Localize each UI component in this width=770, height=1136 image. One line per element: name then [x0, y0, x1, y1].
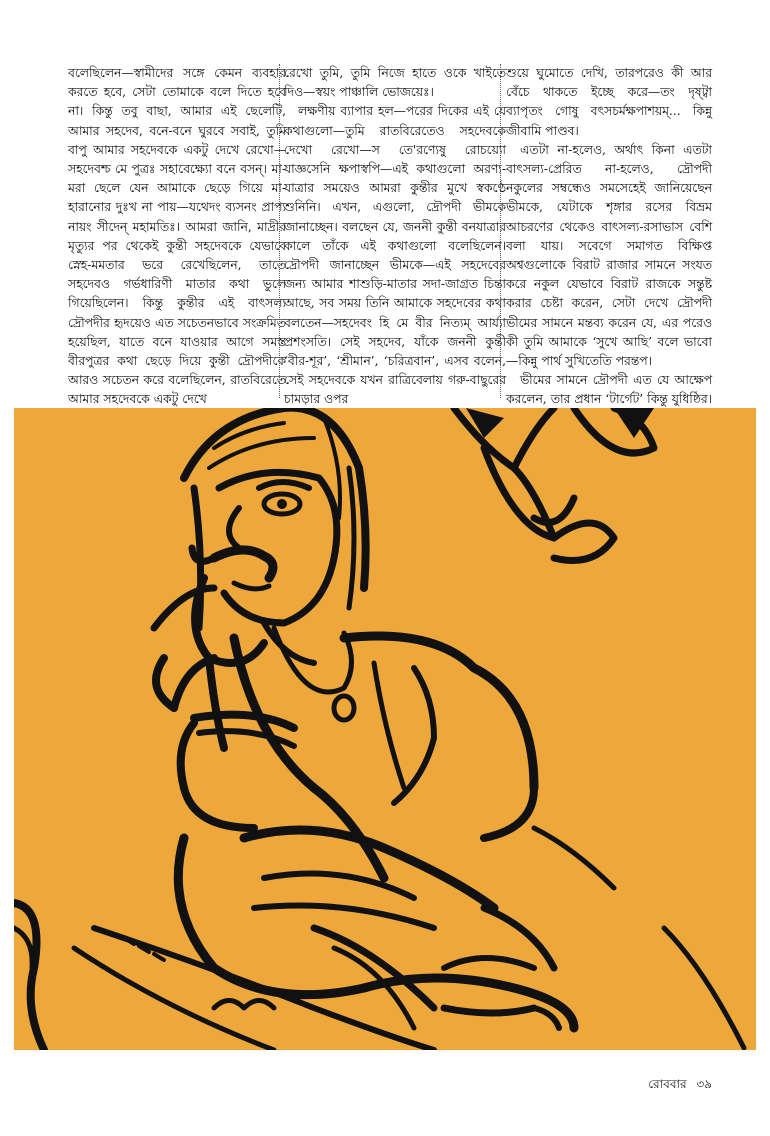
seated-man-illustration: [14, 408, 756, 1050]
column-1-paragraph-1: বলেছিলেন—স্বামীদের সঙ্গে কেমন ব্যবহার করতে হবে, সেটা তোমাকে বলে দিতে হবে না। কিন্তু তবু বাছা, আমার এই ছেলেটি, আমার সহদেব, বনে-বনে ঘুরবে সবাই, তুমি বাপু আমার সহদেবকে একটু দেখে রেখো—সহদেবশ্চ মে পুত্রঃ সহাবেক্ষ্যো বনে বসন্। মা-মরা ছেলে যেন আমাকে ছেড়ে গিয়ে মা-হারানোর দুঃখ না পায়—যথেদং ব্যসনং প্রাপ্য নায়ং সীদেন্ মহামতিঃ। আমরা জানি, মাদ্রীর মৃত্যুর পর থেকেই কুন্তী সহদেবকে যেভাবে স্নেহ-মমতার ভরে রেখেছিলেন, তাতে সহদেবও গর্ভধারিণী মাতার কথা ভুলে গিয়েছিলেন। কিন্তু কুন্তীর এই বাৎসল্য দ্রৌপদীর হৃদয়েও এত সচেতনভাবে সংক্রমিত হয়েছিল, যাতে বনে যাওয়ার আগে সমস্ত বীরপুত্রর কথা ছেড়ে দিয়ে কুন্তী দ্রৌপদীকে আরও সচেতন করে বলেছিলেন, রাতবিরেতে আমার সহদেবকে একটু দেখে: [68, 66, 286, 407]
column-3-paragraph-1: শুয়ে ঘুমোতে দেখি, তারপরেও কী আর বেঁচে থাকতে ইচ্ছে করে—তং দৃষ্ট্বা ব্যাপৃতং গোষু বৎসচর্মক্ষপাশয়ম্... কিন্নু জীবামি পাণ্ডব।: [506, 66, 712, 138]
text-column-2: [284, 64, 506, 410]
column-2-paragraph-2: লক্ষণীয় ব্যাপার হল—পরের দিকের এই যে কথাগুলো—তুমি রাতবিরেতেও সহদেবকে দেখো রেখো—স তে'রণ্যেষু রোচয়্যো যাজ্ঞসেনি ক্ষপাস্বপি—এই কথাগুলো অরণ্য-যাত্রার সময়েও আমরা কুন্তীর মুখে স্বকণ্ঠে শুনিনি। এখন, এগুলো, দ্রৌপদী ভীমকে জানাচ্ছেন। বলছেন যে, জননী কুন্তী বনযাত্রার কালে তাঁকে এই কথাগুলো বলেছিলেন। দ্রৌপদী জানাচ্ছেন ভীমকে—এই সহদেবের জন্য আমার শাশুড়ি-মাতার সদা-জাগ্রত চিন্তা আছে, সব সময় তিনি আমাকে সহদেবের কথা বলতেন—সহদেবং হি মে বীর নিত্যম্ আর্য্যা প্রশংসতি। সেই সহদেব, যাঁকে জননী কুন্তী ‘বীর-শূর’, ‘শ্রীমান’, ‘চরিত্রবান’, এসব বলেন, সেই সহদেবকে যখন রাত্রিবেলায় গরু-বাছুরের চামড়ার ওপর: [284, 104, 506, 407]
text-column-3: [506, 64, 712, 429]
column-3-paragraph-2: এতটা না-হলেও, অর্থাৎ কিনা এতটা বাৎসল্য-প্রেরিত না-হলেও, দ্রৌপদী নকুলের সম্বন্ধেও সমসেহেই জানিয়েছেন ভীমকে, যেটাকে শৃঙ্গার রসের বিভ্রম আচরণের থেকেও বাৎসল্য-রসাভাস বেশি বলা যায়। সবেগে সমাগত বিক্ষিপ্ত অশ্বগুলোকে বিরাট রাজার সামনে সংযত করে নকুল যেভাবে বিরাট রাজকে সন্তুষ্ট করার চেষ্টা করেন, সেটা দেখে দ্রৌপদী ভীমের সামনে মন্তব্য করেন যে, এর পরেও কী তুমি আমাকে ‘সুখে আছি’ বলে ভাবো—কিন্নু পার্থ সুখিতেতি পরন্তপ।: [506, 142, 712, 369]
page-number: ৩৯: [696, 1077, 712, 1091]
column-divider-2: [500, 64, 501, 398]
column-3-paragraph-3: ভীমের সামনে দ্রৌপদী এত যে আক্ষেপ করলেন, তার প্রধান ‘টার্গেট’ কিন্তু যুধিষ্ঠির।: [506, 373, 712, 407]
text-column-1: [68, 64, 286, 410]
column-divider-1: [279, 64, 280, 398]
column-2-paragraph-1: রেখো তুমি, তুমি নিজে হাতে ওকে খাইতে দিও—স্বয়ং পাঞ্চালি ভোজয়েঃ।: [284, 66, 506, 100]
illustration-panel: [14, 408, 756, 1050]
page-footer: [642, 1076, 712, 1096]
magazine-name: রোববার: [648, 1077, 687, 1091]
